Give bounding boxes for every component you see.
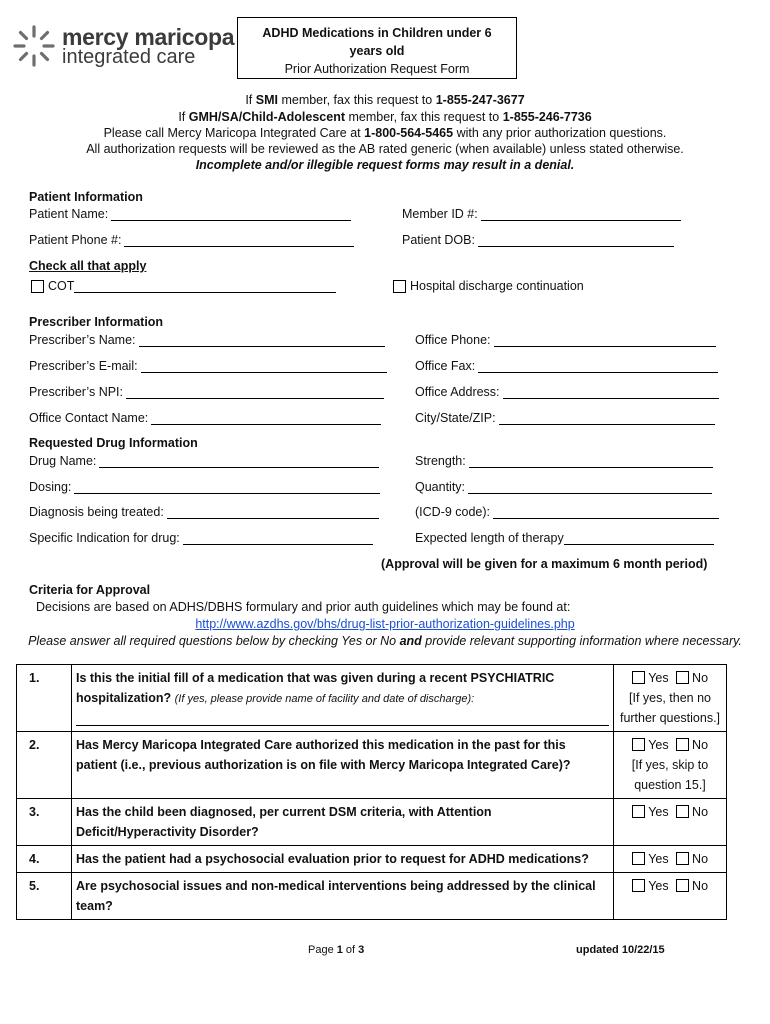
answer-cell: Yes No [614, 846, 727, 873]
answer-cell: Yes No [614, 799, 727, 846]
indication-field[interactable]: Specific Indication for drug: [29, 531, 373, 545]
table-row [17, 732, 727, 799]
icd-code-field[interactable]: (ICD-9 code): [415, 505, 719, 519]
member-id-field[interactable]: Member ID #: [402, 207, 681, 221]
question-note: (If yes, please provide name of facility and date of discharge): [174, 693, 475, 705]
prescriber-name-field[interactable]: Prescriber’s Name: [29, 333, 385, 347]
drug-name-field[interactable]: Drug Name: [29, 454, 379, 468]
dosing-field[interactable]: Dosing: [29, 480, 380, 494]
answer-cell: Yes No [If yes, then no further questions.] [614, 665, 727, 732]
logo-mark-icon [12, 24, 56, 68]
question-number: 4. [17, 846, 72, 873]
office-phone-field[interactable]: Office Phone: [415, 333, 716, 347]
therapy-length-field[interactable]: Expected length of therapy [415, 531, 714, 545]
no-checkbox[interactable] [676, 738, 689, 751]
question-text: Has the child been diagnosed, per current DSM criteria, with Attention Deficit/Hyperactivity Disorder? [72, 799, 614, 846]
page-number: Page 1 of 3 [308, 944, 365, 956]
title-line1: ADHD Medications in Children under 6 [262, 26, 492, 40]
title-line3: Prior Authorization Request Form [284, 62, 470, 76]
denial-warning: Incomplete and/or illegible request forms may result in a denial. [195, 158, 575, 172]
check-all-heading: Check all that apply [29, 259, 147, 273]
yes-checkbox[interactable] [632, 805, 645, 818]
patient-heading: Patient Information [29, 190, 143, 204]
office-address-field[interactable]: Office Address: [415, 385, 719, 399]
answer-note: [If yes, skip to question 15.] [631, 758, 709, 792]
question-number: 2. [17, 732, 72, 799]
yes-checkbox[interactable] [632, 852, 645, 865]
office-fax-field[interactable]: Office Fax: [415, 359, 718, 373]
call-line: Please call Mercy Maricopa Integrated Care at 1-800-564-5465 with any prior authorization questions. [103, 126, 667, 140]
cot-option[interactable]: COT [31, 279, 336, 293]
question-number: 1. [17, 665, 72, 732]
criteria-decisions: Decisions are based on ADHS/DBHS formulary and prior auth guidelines which may be found at: [36, 600, 571, 614]
patient-name-field[interactable]: Patient Name: [29, 207, 351, 221]
yes-checkbox[interactable] [632, 879, 645, 892]
question-text: Has Mercy Maricopa Integrated Care authorized this medication in the past for this patient (i.e., previous authorization is on file with Mercy Maricopa Integrated Care)? [72, 732, 614, 799]
criteria-table [16, 664, 727, 920]
answer-cell: Yes No [If yes, skip to question 15.] [614, 732, 727, 799]
strength-field[interactable]: Strength: [415, 454, 713, 468]
patient-phone-field[interactable]: Patient Phone #: [29, 233, 354, 247]
prescriber-email-field[interactable]: Prescriber’s E-mail: [29, 359, 387, 373]
city-state-zip-field[interactable]: City/State/ZIP: [415, 411, 715, 425]
patient-dob-field[interactable]: Patient DOB: [402, 233, 674, 247]
updated-date: updated 10/22/15 [576, 944, 665, 956]
yes-checkbox[interactable] [632, 738, 645, 751]
logo [12, 24, 235, 68]
facility-answer-line[interactable] [76, 709, 609, 726]
prescriber-heading: Prescriber Information [29, 315, 164, 329]
question-number: 5. [17, 873, 72, 920]
answer-note: [If yes, then no further questions.] [619, 691, 721, 725]
no-checkbox[interactable] [676, 805, 689, 818]
diagnosis-field[interactable]: Diagnosis being treated: [29, 505, 379, 519]
prescriber-npi-field[interactable]: Prescriber’s NPI: [29, 385, 384, 399]
question-text: Is this the initial fill of a medication that was given during a recent PSYCHIATRIC hospitalization? (If yes, please provide name of facility and date of discharge): [72, 665, 614, 732]
table-row [17, 665, 727, 732]
review-line: All authorization requests will be reviewed as the AB rated generic (when available) unless stated otherwise. [86, 142, 684, 156]
approval-note: (Approval will be given for a maximum 6 month period) [381, 557, 708, 571]
drug-heading: Requested Drug Information [29, 436, 198, 450]
table-row [17, 846, 727, 873]
criteria-heading: Criteria for Approval [29, 583, 151, 597]
quantity-field[interactable]: Quantity: [415, 480, 712, 494]
question-text: Are psychosocial issues and non-medical interventions being addressed by the clinical team? [72, 873, 614, 920]
question-text: Has the patient had a psychosocial evaluation prior to request for ADHD medications? [72, 846, 614, 873]
smi-fax-line: If SMI member, fax this request to 1-855-247-3677 [245, 93, 525, 107]
table-row [17, 873, 727, 920]
no-checkbox[interactable] [676, 879, 689, 892]
criteria-instructions: Please answer all required questions below by checking Yes or No and provide relevant supporting information where necessary. [28, 634, 742, 648]
cot-checkbox[interactable] [31, 280, 44, 293]
guidelines-link[interactable]: http://www.azdhs.gov/bhs/drug-list-prior-authorization-guidelines.php [195, 617, 575, 631]
table-row [17, 799, 727, 846]
question-number: 3. [17, 799, 72, 846]
logo-subbrand: integrated care [62, 46, 196, 68]
hospital-discharge-checkbox[interactable] [393, 280, 406, 293]
title-line2: years old [349, 44, 405, 58]
no-checkbox[interactable] [676, 671, 689, 684]
gmh-fax-line: If GMH/SA/Child-Adolescent member, fax this request to 1-855-246-7736 [178, 110, 592, 124]
yes-checkbox[interactable] [632, 671, 645, 684]
logo-brand: mercy maricopa [62, 24, 235, 50]
no-checkbox[interactable] [676, 852, 689, 865]
answer-cell: Yes No [614, 873, 727, 920]
office-contact-field[interactable]: Office Contact Name: [29, 411, 381, 425]
title-box [237, 17, 517, 79]
hospital-discharge-option[interactable]: Hospital discharge continuation [393, 279, 584, 293]
